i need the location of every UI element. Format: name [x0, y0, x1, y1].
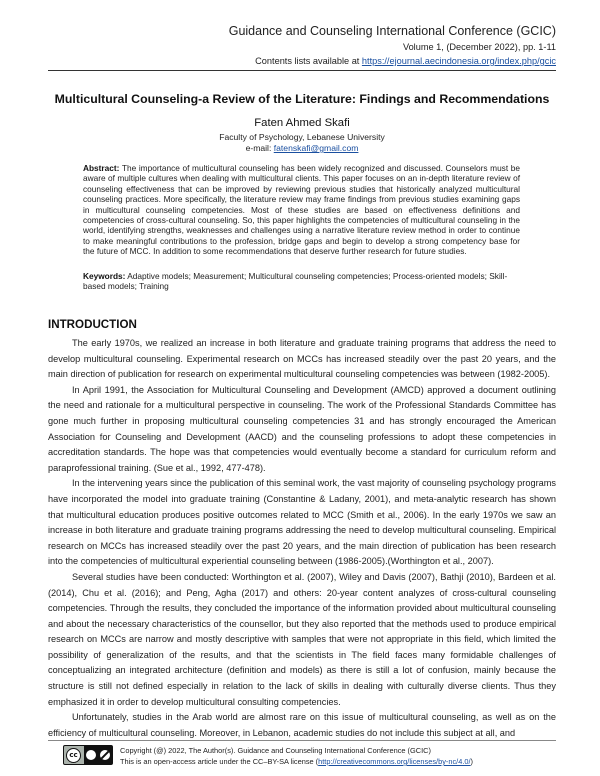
author-email-link[interactable]: fatenskafi@gmail.com	[273, 143, 359, 153]
journal-link[interactable]: https://ejournal.aecindonesia.org/index.php/gcic	[361, 56, 556, 66]
abstract-label: Abstract:	[83, 163, 120, 173]
paper-title: Multicultural Counseling-a Review of the Literature: Findings and Recommendations	[54, 92, 550, 106]
section-heading: INTRODUCTION	[48, 318, 137, 331]
contents-prefix: Contents lists available at	[255, 56, 362, 66]
cc-icon: cc	[66, 748, 81, 763]
journal-title: Guidance and Counseling International Conference (GCIC)	[228, 24, 556, 38]
abstract-text: The importance of multicultural counseling has been widely recognized and discussed. Counselors must be aware of multiple cultures when dealing with multicultural clients. This paper focuses on an in-depth literature review of counseling effectiveness that can be improved by reviewing previous studies that historically analyzed multicultural counseling practices. More specifically, the literature review may frame findings from previous studies examining gaps in multicultural counseling competencies. Most of these studies are based on effectiveness definitions and competencies of cross-cultural counseling. So, this paper highlights the competencies of multicultural counseling in the world, identifying strengths, weaknesses and challenges using a narrative literature review method in order to continue to make meaningful contributions to the profession, bridge gaps and begin to develop a strong competency base for the future of MCC. In addition to some recommendations that deserve further research for future studies.	[83, 163, 520, 257]
paragraph: The early 1970s, we realized an increase in both literature and graduate training programs that address the need to develop multicultural counseling. Experimental research on MCCs has increased steadily over the past 20 years, and the main direction of publication for research on experimental multicultural counseling competencies was between (1982-2005).	[48, 338, 556, 380]
author-email-line	[48, 143, 556, 153]
license-prefix: This is an open-access article under the CC–BY-SA license (	[120, 757, 319, 766]
footer-divider	[48, 740, 556, 741]
keywords-label: Keywords:	[83, 271, 126, 281]
header-divider	[48, 70, 556, 71]
author-affiliation: Faculty of Psychology, Lebanese University	[219, 132, 385, 142]
cc-conditions	[84, 746, 112, 764]
email-prefix: e-mail:	[245, 143, 274, 153]
keywords	[83, 271, 520, 292]
contents-line	[255, 56, 556, 66]
license-suffix: )	[470, 757, 474, 766]
keywords-text: Adaptive models; Measurement; Multicultural counseling competencies; Process-oriented models; Skill-based models; Training	[83, 271, 508, 292]
paragraph: In the intervening years since the publication of this seminal work, the vast majority of counseling psychology programs have incorporated the model into graduate training (Constantine & Ladany, 2001), and meta-analytic research has shown that multicultural education produces positive outcomes related to MCC (Smith et al., 2006). In the early 1970s we saw an increase in both literature and graduate training programs addressing the need to develop multicultural counseling. Empirical research on MCCs has increased steadily over the past 20 years, and the main direction of publication has been research into the competencies of multicultural experiential counseling between (1986-2005).(Worthington et al., 2007).	[48, 478, 556, 567]
author-name: Faten Ahmed Skafi	[254, 117, 350, 129]
license-link[interactable]: http://creativecommons.org/licenses/by-nc/4.0/	[318, 757, 471, 766]
attribution-icon	[86, 750, 96, 760]
paragraph: In April 1991, the Association for Multicultural Counseling and Development (AMCD) approved a document outlining the need and rationale for a multicultural perspective in counseling. The work of the Professional Standards Committee has gone much further in proposing multicultural counseling competencies 31 and has strongly encouraged the American Association for Counseling and Development (AACD) and the counseling professions to adopt these competencies in accreditation standards. The hope was that competencies would eventually become a standard for curriculum reform and paraprofessional training. (Sue et al., 1992, 477-478).	[48, 384, 556, 473]
volume-info: Volume 1, (December 2022), pp. 1-11	[402, 42, 556, 52]
body-text	[48, 336, 556, 741]
cc-license-badge[interactable]	[63, 745, 113, 765]
noncommercial-icon	[100, 750, 110, 760]
footer-license	[120, 757, 473, 766]
paragraph: Unfortunately, studies in the Arab world are almost rare on this issue of multicultural counseling, as well as on the efficiency of multicultural counseling. Moreover, in Lebanon, academic studies do not include this subject at all, and	[48, 712, 556, 738]
footer-copyright: Copyright (@) 2022, The Author(s). Guidance and Counseling International Conference (GCIC)	[120, 746, 431, 755]
abstract	[83, 163, 520, 257]
paragraph: Several studies have been conducted: Worthington et al. (2007), Wiley and Davis (2007), Bathji (2010), Bardeen et al. (2014), Chu et al. (2016); and Peng, Agha (2017) and others: 20-year content analyzes of cross-cultural counseling competencies. Through the results, they concluded the importance of the information provided about multicultural counseling and about the necessary characteristics of the counsellor, but they also reported that the methods used to produce empirical research on MCCs are narrow and mostly descriptive with samples that were not appropriate in this field, which limited the possibility of generalization of the results, and that the scientists in The field faces many formidable challenges of conceptualizing an integrated architecture (definition and models) as there is still a lot of confusion, mainly because the structure is still not defined especially in relation to the lack of skills in dealing with culturally diverse clients. Thus they emphasized it in order to develop multicultural consulting competencies.	[48, 571, 556, 707]
